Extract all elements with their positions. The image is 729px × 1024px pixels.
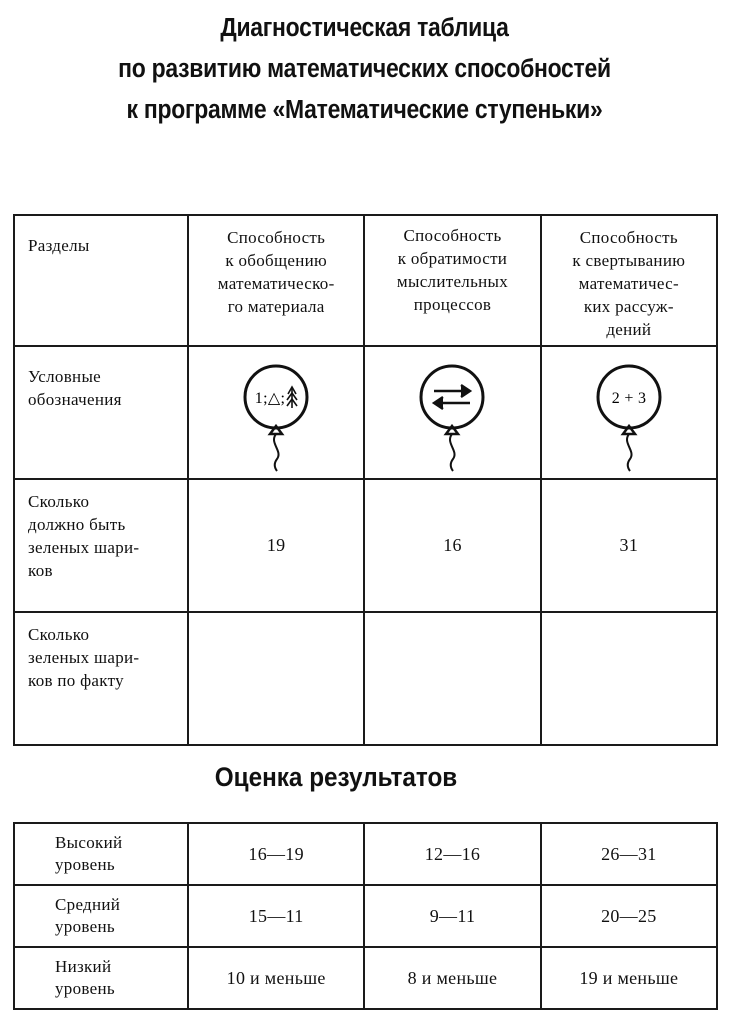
title-line-2: по развитию математических способностей bbox=[118, 55, 611, 83]
actual-value-generalization[interactable] bbox=[188, 612, 364, 745]
required-value-reversibility: 16 bbox=[364, 479, 540, 612]
symbols-row bbox=[14, 346, 717, 479]
required-value-folding: 31 bbox=[541, 479, 717, 612]
score-range-cell: 15—11 bbox=[188, 885, 364, 947]
row-label: зеленых шари- bbox=[28, 648, 140, 667]
level-label-cell bbox=[14, 823, 188, 885]
header-text: к свертыванию bbox=[572, 251, 686, 270]
evaluation-table bbox=[13, 822, 718, 1010]
row-label: зеленых шари- bbox=[28, 538, 140, 557]
level-label: уровень bbox=[55, 917, 115, 936]
level-label: уровень bbox=[55, 855, 115, 874]
score-range-cell: 8 и меньше bbox=[364, 947, 540, 1009]
page-title bbox=[36, 8, 692, 131]
row-label: Сколько bbox=[28, 492, 90, 511]
header-text: математичес- bbox=[578, 274, 679, 293]
header-text: Способность bbox=[227, 228, 326, 247]
header-text: математическо- bbox=[217, 274, 335, 293]
score-range-cell: 20—25 bbox=[541, 885, 717, 947]
score-range-cell: 19 и меньше bbox=[541, 947, 717, 1009]
header-text: дений bbox=[606, 320, 652, 339]
title-line-1: Диагностическая таблица bbox=[220, 14, 509, 42]
symbol-cell-generalization bbox=[188, 346, 364, 479]
actual-value-reversibility[interactable] bbox=[364, 612, 540, 745]
header-text: мыслительных bbox=[396, 272, 509, 291]
balloon-icon bbox=[589, 363, 669, 475]
table-row bbox=[14, 823, 717, 885]
header-cell-folding bbox=[541, 215, 717, 346]
level-label-cell bbox=[14, 885, 188, 947]
required-value-generalization: 19 bbox=[188, 479, 364, 612]
exchange-arrows-icon bbox=[434, 385, 470, 409]
actual-row bbox=[14, 612, 717, 745]
score-range-cell: 12—16 bbox=[364, 823, 540, 885]
header-text: Способность bbox=[579, 228, 678, 247]
evaluation-title: Оценка результатов bbox=[214, 762, 458, 792]
symbol-cell-reversibility bbox=[364, 346, 540, 479]
balloon-icon bbox=[412, 363, 492, 475]
sections-label: Разделы bbox=[28, 236, 90, 255]
level-label: Высокий bbox=[55, 833, 123, 852]
table-row bbox=[14, 885, 717, 947]
balloon-icon bbox=[236, 363, 316, 475]
level-label: уровень bbox=[55, 979, 115, 998]
score-range-cell: 10 и меньше bbox=[188, 947, 364, 1009]
row-label: ков по факту bbox=[28, 671, 124, 690]
sections-header-cell bbox=[14, 215, 188, 346]
diagnostic-table bbox=[13, 214, 718, 746]
header-text: к обобщению bbox=[225, 251, 327, 270]
header-row bbox=[14, 215, 717, 346]
header-text: Способность bbox=[403, 226, 502, 245]
score-range-cell: 16—19 bbox=[188, 823, 364, 885]
row-label: обозначения bbox=[28, 390, 122, 409]
required-label-cell bbox=[14, 479, 188, 612]
header-text: к обратимости bbox=[397, 249, 508, 268]
score-range-cell: 26—31 bbox=[541, 823, 717, 885]
row-label: Условные bbox=[28, 367, 102, 386]
score-range-cell: 9—11 bbox=[364, 885, 540, 947]
row-label: ков bbox=[28, 561, 53, 580]
folding-symbol-text: 2 + 3 bbox=[611, 390, 647, 407]
symbols-label-cell bbox=[14, 346, 188, 479]
header-text: ких рассуж- bbox=[583, 297, 674, 316]
header-text: го материала bbox=[227, 297, 325, 316]
generalization-symbol-text: 1;△; bbox=[254, 390, 286, 407]
row-label: Сколько bbox=[28, 625, 90, 644]
symbol-cell-folding bbox=[541, 346, 717, 479]
title-line-3: к программе «Математические ступеньки» bbox=[126, 96, 603, 124]
header-text: процессов bbox=[413, 295, 492, 314]
header-cell-generalization bbox=[188, 215, 364, 346]
actual-value-folding[interactable] bbox=[541, 612, 717, 745]
header-cell-reversibility bbox=[364, 215, 540, 346]
required-row bbox=[14, 479, 717, 612]
level-label-cell bbox=[14, 947, 188, 1009]
row-label: должно быть bbox=[28, 515, 126, 534]
level-label: Средний bbox=[55, 895, 121, 914]
actual-label-cell bbox=[14, 612, 188, 745]
tree-icon bbox=[287, 387, 297, 408]
level-label: Низкий bbox=[55, 957, 112, 976]
table-row bbox=[14, 947, 717, 1009]
